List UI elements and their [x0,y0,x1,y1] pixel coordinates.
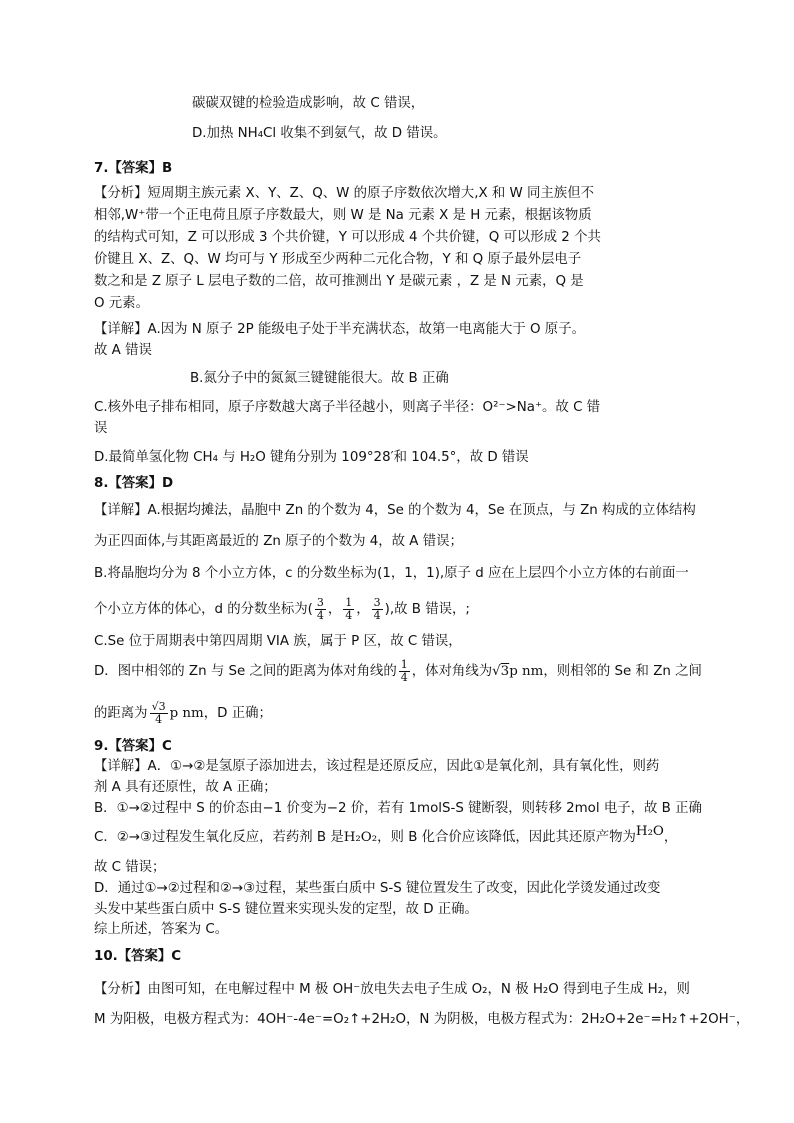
text-line: 为正四面体,与其距离最近的 Zn 原子的个数为 4，故 A 错误； [94,534,463,549]
unit: p nm [169,706,204,721]
numerator: 3 [373,595,381,609]
fraction [343,597,354,622]
numerator: 1 [345,595,353,609]
text-line: M 为阳极，电极方程式为：4OH⁻-4e⁻=O₂↑+2H₂O，N 为阴极，电极方程式为：2H₂O+2e⁻=H₂↑+2OH⁻， [94,1012,750,1027]
text-line-with-math [94,658,702,686]
answer-heading-9: 9.【答案】C [94,739,172,754]
radicand: 3 [500,664,510,679]
text-segment: ，D 正确； [203,706,272,721]
fraction [315,597,326,622]
answer-heading-7: 7.【答案】B [94,161,173,176]
text-line: 剂 A 具有还原性，故 A 正确； [94,780,277,795]
text-line-with-math [94,700,272,728]
text-line: D.加热 NH₄Cl 收集不到氨气，故 D 错误。 [192,126,447,141]
formula: H₂O₂ [343,830,378,845]
close-paren: ) [384,602,390,617]
text-line: C.Se 位于周期表中第四周期 VIA 族，属于 P 区，故 C 错误， [94,634,462,649]
text-line: 【分析】短周期主族元素 X、Y、Z、Q、W 的原子序数依次增大,X 和 W 同主族但不 [94,186,594,201]
text-line: 头发中某些蛋白质中 S-S 键位置来实现头发的定型，故 D 正确。 [94,902,478,917]
text-line: 【分析】由图可知，在电解过程中 M 极 OH⁻放电失去电子生成 O₂，N 极 H₂O 得到电子生成 H₂，则 [94,982,690,997]
text-line: 【详解】A.因为 N 原子 2P 能级电子处于半充满状态，故第一电离能大于 O 原子。 [94,322,585,337]
text-segment: ，则相邻的 Se 和 Zn 之间 [543,664,702,679]
text-line: B.氮分子中的氮氮三键键能很大。故 B 正确 [190,371,449,386]
text-line: 【详解】A.根据均摊法，晶胞中 Zn 的个数为 4，Se 的个数为 4，Se 在顶点，与 Zn 构成的立体结构 [94,503,696,518]
text-line: 的结构式可知，Z 可以形成 3 个共价键，Y 可以形成 4 个共价键，Q 可以形成 2 个共 [94,230,601,245]
text-line: B.将晶胞均分为 8 个小立方体，c 的分数坐标为(1，1，1),原子 d 应在上层四个小立方体的右前面一 [94,566,689,581]
fraction [150,701,168,726]
denominator: 4 [373,608,381,622]
text-line: 故 A 错误 [94,343,152,358]
text-line: 相邻,W⁺带一个正电荷且原子序数最大，则 W 是 Na 元素 X 是 H 元素，根据该物质 [94,208,592,223]
denominator: 4 [345,608,353,622]
text-segment: ，则 B 化合价应该降低，因此其还原产物为 [377,830,636,845]
sqrt-expression: √3p nm [492,664,544,679]
separator: ， [327,602,342,617]
formula: H₂O [635,824,664,839]
text-segment: 个小立方体的体心，d 的分数坐标为( [94,602,313,617]
radicand: 3 [158,699,166,713]
answer-heading-8: 8.【答案】D [94,476,174,491]
denominator: 4 [155,712,163,726]
text-line: B．①→②过程中 S 的价态由−1 价变为−2 价，若有 1molS-S 键断裂，则转移 2mol 电子，故 B 正确 [94,801,702,816]
text-line: O 元素。 [94,296,149,311]
text-line: D.最简单氢化物 CH₄ 与 H₂O 键角分别为 109°28′和 104.5°，故 D 错误 [94,450,529,465]
text-line-with-math [94,824,678,848]
text-line: 故 C 错误； [94,860,166,875]
fraction [372,597,383,622]
numerator: 1 [400,657,408,671]
text-segment: D．图中相邻的 Zn 与 Se 之间的距离为体对角线的 [94,664,397,679]
denominator: 4 [316,608,324,622]
numerator: √3 [151,699,166,713]
text-segment: 的距离为 [94,706,148,721]
text-line: 价键且 X、Z、Q、W 均可与 Y 形成至少两种二元化合物，Y 和 Q 原子最外层电子 [94,252,582,267]
text-line: C.核外电子排布相同，原子序数越大离子半径越小，则离子半径：O²⁻>Na⁺。故 C 错 [94,400,601,415]
text-line: 【详解】A．①→②是氢原子添加进去，该过程是还原反应，因此①是氧化剂，具有氧化性，则药 [94,759,660,774]
text-line: 碳碳双键的检验造成影响，故 C 错误， [192,96,425,111]
text-line: 误 [94,421,108,436]
text-line: 综上所述，答案为 C。 [94,922,229,937]
text-line: D．通过①→②过程和②→③过程，某些蛋白质中 S-S 键位置发生了改变，因此化学烫发通过改变 [94,881,661,896]
numerator: 3 [316,595,324,609]
text-line: 数之和是 Z 原子 L 层电子数的二倍，故可推测出 Y 是碳元素 ，Z 是 N 元素，Q 是 [94,274,584,289]
text-segment: ，体对角线为 [411,664,493,679]
separator: ， [663,830,678,845]
text-segment: C．②→③过程发生氧化反应，若药剂 B 是 [94,830,344,845]
answer-heading-10: 10.【答案】C [94,949,182,964]
denominator: 4 [400,670,408,684]
separator: ， [356,602,370,617]
text-segment: ,故 B 错误，; [389,602,470,617]
text-line-with-fractions [94,596,470,624]
fraction [399,659,410,684]
unit: p nm [509,664,544,679]
